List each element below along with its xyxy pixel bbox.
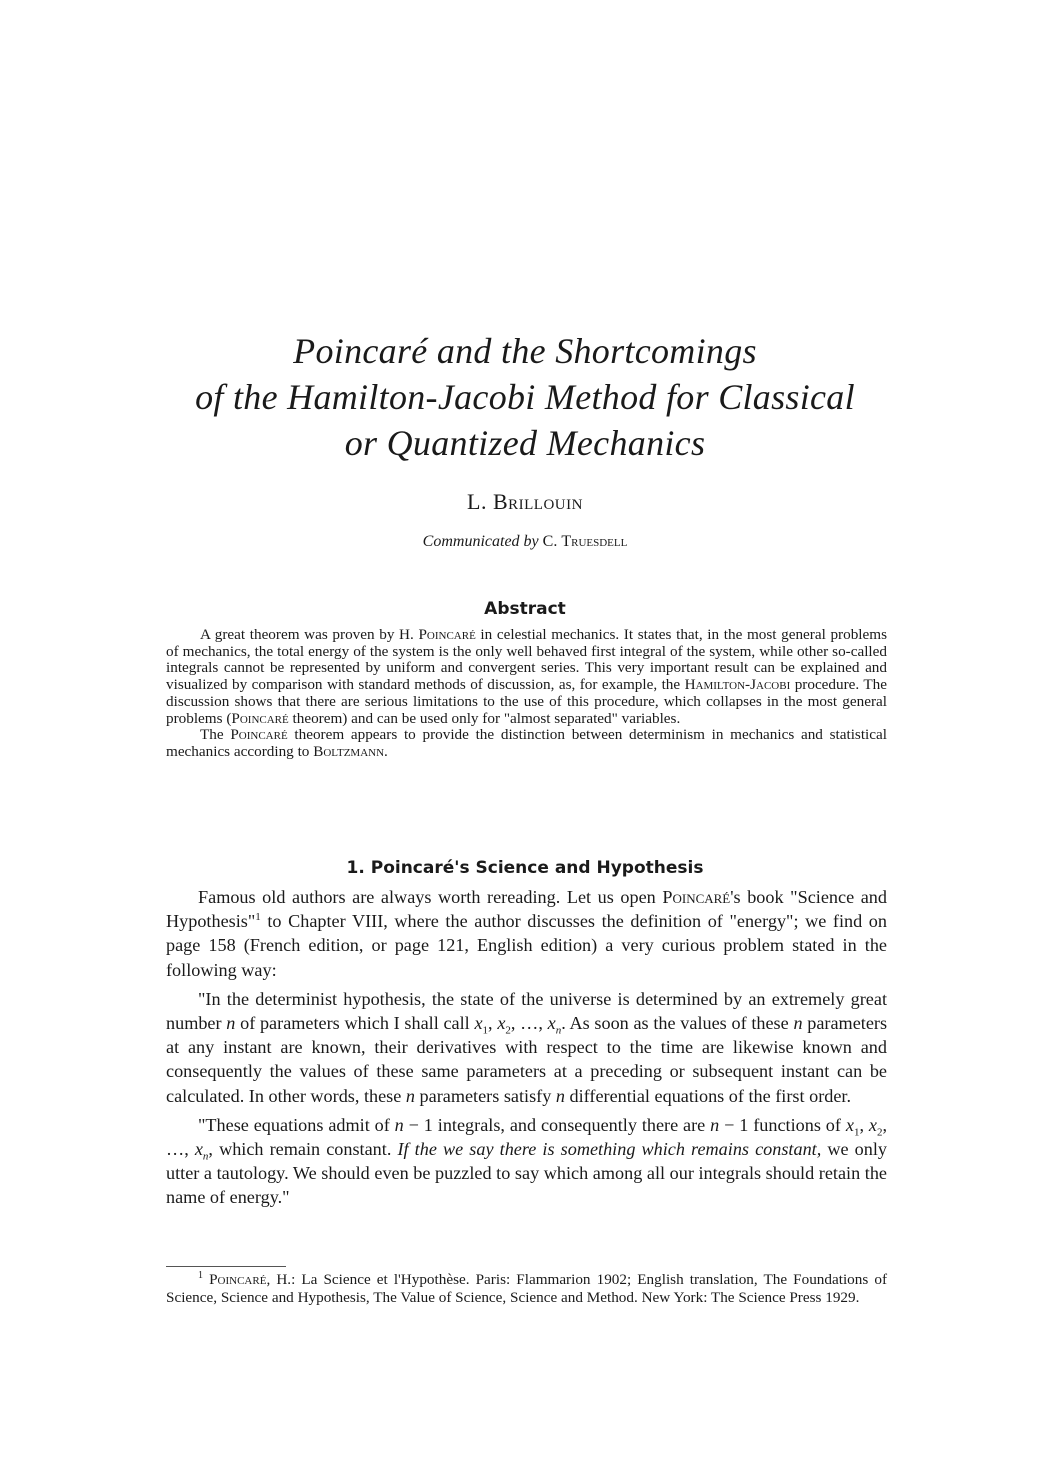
math-var: n (226, 1013, 236, 1034)
author-name: Brillouin (492, 489, 583, 514)
math-var: x (547, 1013, 556, 1034)
text-span: . (384, 742, 388, 760)
footnote-text: , H.: La Science et l'Hypothèse. Paris: Flammarion 1902; English translation, The Foundations of Science, Science and Hypothesis, The Value of Science, Science and Method. New York: The Science Press 1929. (166, 1271, 888, 1307)
text-span: to Chapter VIII, where the author discusses the definition of "energy"; we find on page 158 (French edition, or page 121, English edition) a very curious problem stated in the following way: (166, 911, 887, 980)
math-var: n (405, 1085, 415, 1106)
name-poincare: Poincaré (209, 1271, 267, 1288)
abstract-paragraph-2 (166, 727, 887, 760)
math-subscript: n (555, 1024, 562, 1037)
math-var: x (474, 1013, 483, 1034)
math-var: x (845, 1114, 854, 1135)
text-span: we only utter a tautology. We should even be puzzled to say which among all our integrals should retain the name of energy." (166, 1139, 888, 1208)
title-line-1: Poincaré and the Shortcomings (293, 331, 757, 371)
text-span: . As soon as the values of these (561, 1013, 794, 1034)
text-span: parameters at any instant are known, their derivatives with respect to the time are likewise known and consequently the values of these same parameters at a preceding or subsequent instant can be calculated. In other words, these (166, 1013, 888, 1106)
text-span: parameters satisfy (414, 1085, 556, 1106)
text-span: A great theorem was proven by H. (200, 626, 419, 643)
italic-emphasis: If the we say there is something which remains constant, (397, 1139, 822, 1160)
text-span: differential equations of the first order. (564, 1085, 852, 1106)
text-span: procedure. The discussion shows that there are serious limitations to the use of this procedure, which collapses in the most general problems ( (166, 676, 887, 727)
title-line-2: of the Hamilton-Jacobi Method for Classical (195, 377, 855, 417)
footnote-ref[interactable]: 1 (255, 911, 261, 924)
text-span: Famous old authors are always worth rereading. Let us open (198, 887, 663, 907)
math-subscript: n (202, 1150, 209, 1163)
author (0, 489, 1050, 515)
text-span: − 1 functions of (719, 1114, 846, 1135)
text-span: , (859, 1114, 869, 1135)
communicator-name: Truesdell (561, 533, 628, 550)
text-span: theorem) and can be used only for "almost separated" variables. (288, 709, 681, 727)
body-paragraph-3 (166, 1113, 887, 1210)
abstract-body (166, 627, 887, 761)
text-span: , (488, 1013, 498, 1034)
name-poincare: Poincaré (230, 726, 288, 744)
math-subscript: 2 (505, 1024, 511, 1037)
name-poincare: Poincaré (418, 626, 476, 643)
footnote-1 (166, 1271, 887, 1307)
text-span: "These equations admit of (198, 1114, 395, 1135)
abstract-paragraph-1 (166, 627, 887, 727)
text-span: , …, (510, 1013, 548, 1034)
math-var: n (555, 1085, 565, 1106)
text-span: − 1 integrals, and consequently there are (403, 1114, 711, 1135)
body-paragraph-1 (166, 885, 887, 982)
name-hamilton-jacobi: Hamilton-Jacobi (684, 676, 791, 694)
name-boltzmann: Boltzmann (313, 742, 385, 760)
body-paragraph-2 (166, 987, 887, 1108)
footnote-divider (166, 1266, 286, 1267)
math-var: n (793, 1013, 803, 1034)
math-var: x (868, 1114, 877, 1135)
math-var: x (497, 1013, 506, 1034)
text-span: 's book "Science and Hypothesis" (166, 887, 887, 932)
name-poincare: Poincaré (231, 709, 289, 727)
math-var: x (194, 1139, 203, 1160)
math-var: n (394, 1114, 404, 1135)
abstract-heading: Abstract (484, 599, 566, 619)
communicated-by (0, 533, 1050, 551)
text-span: of parameters which I shall call (235, 1013, 475, 1034)
math-subscript: 2 (876, 1126, 883, 1139)
text-span: The (200, 726, 231, 744)
section-1-body (166, 885, 887, 1215)
article-title (150, 328, 900, 466)
name-poincare: Poincaré (662, 887, 731, 907)
section-1-heading: 1. Poincaré's Science and Hypothesis (346, 858, 704, 878)
math-subscript: 1 (482, 1024, 489, 1037)
footnote-number: 1 (198, 1269, 203, 1281)
math-subscript: 1 (853, 1126, 860, 1139)
text-span: theorem appears to provide the distinction between determinism in mechanics and statistical mechanics according to (166, 726, 887, 760)
math-var: n (710, 1114, 720, 1135)
author-initial: L. (467, 489, 493, 514)
title-line-3: or Quantized Mechanics (344, 423, 706, 463)
text-span: , …, (166, 1114, 887, 1160)
text-span: in celestial mechanics. It states that, in the most general problems of mechanics, the total energy of the system is the only well behaved first integral of the system, while other so-called integrals cannot be represented by uniform and convergent series. This very important result can be explained and visualized by comparison with standard methods of discussion, as, for example, the (166, 626, 887, 694)
communicated-prefix: Communicated by (422, 533, 539, 550)
communicator-initial: C. (538, 533, 562, 550)
text-span: , which remain constant. (208, 1139, 398, 1160)
text-span: "In the determinist hypothesis, the state of the universe is determined by an extremely great number (166, 988, 887, 1034)
